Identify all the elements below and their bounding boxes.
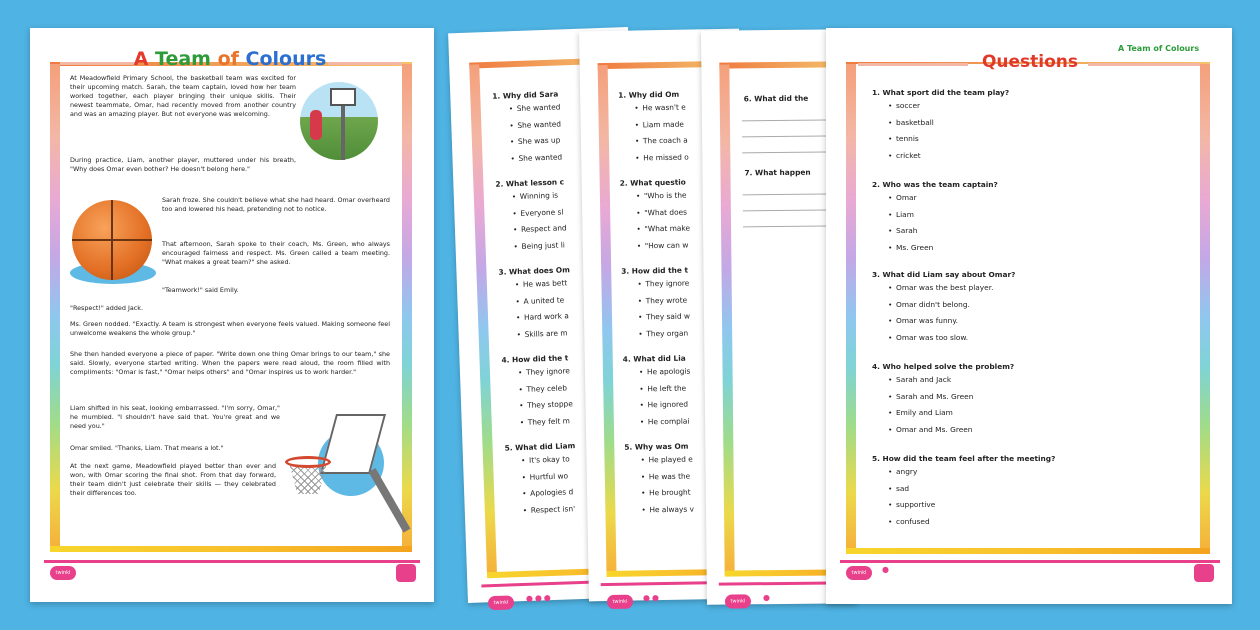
question-6: 6. What did the [743, 93, 809, 104]
answer-option: • They wrote [638, 294, 746, 305]
title-word: Colours [245, 48, 327, 70]
page-dots: ●●● [525, 593, 553, 603]
answer-option: • supportive [888, 500, 1192, 509]
answer-option: • Omar was the best player. [888, 283, 1192, 292]
story-paragraph: Omar smiled. "Thanks, Liam. That means a lot." [70, 444, 224, 452]
answer-option: • "Who is the [636, 190, 744, 201]
answer-option: • Liam made [635, 118, 743, 129]
question-3: 3. What did Liam say about Omar? • Omar was the best player. • Omar didn't belong. • Omar was funny. • Omar was too slow. [872, 270, 1192, 349]
answer-option: • Respect isn' [523, 501, 647, 514]
answer-option: • They said w [638, 311, 746, 322]
question-2: 2. What lesson c • Winning is • Everyone sl • Respect and • Being just li [495, 175, 638, 259]
answer-option: • Winning is [512, 188, 636, 201]
answer-option: • "How can w [637, 239, 745, 250]
answer-option: • She was up [510, 133, 634, 146]
page-dots: ●● [642, 593, 661, 603]
twinkl-logo: twinkl [488, 595, 514, 610]
answer-option: • cricket [888, 151, 1192, 160]
hoop-rim-icon [285, 456, 331, 468]
answer-option: • He brought [641, 487, 749, 498]
answer-option: • He apologis [639, 366, 747, 377]
answer-option: • Skills are m [516, 325, 640, 338]
answer-option: • Emily and Liam [888, 408, 1192, 417]
page-dots: ● [882, 565, 891, 574]
story-paragraph: She then handed everyone a piece of paper. "Write down one thing Omar brings to our team," she said. Slowly, everyone started writing. When the papers were read aloud, the room filled with compliments: "Omar is fast," "Omar helps others" and "Omar inspires us to work harder." [70, 350, 390, 376]
answer-option: • They stoppe [519, 397, 643, 410]
answer-option: • Omar was funny. [888, 316, 1192, 325]
question-7: 7. What happen [744, 167, 811, 178]
answer-option: • He left the [639, 382, 747, 393]
story-paragraph: During practice, Liam, another player, muttered under his breath, "Why does Omar even bother? He doesn't belong here." [70, 156, 296, 173]
answer-option: • Apologies d [522, 485, 646, 498]
answer-option: • It's okay to [521, 452, 645, 465]
answer-option: • tennis [888, 134, 1192, 143]
answer-option: • sad [888, 484, 1192, 493]
twinkl-logo: twinkl [725, 594, 751, 608]
answer-option: • basketball [888, 118, 1192, 127]
worksheet-corner-title: A Team of Colours [1118, 44, 1200, 53]
answer-option: • "What make [636, 223, 744, 234]
title-word: A [133, 48, 149, 70]
answer-option: • Liam [888, 210, 1192, 219]
answer-option: • They ignore [637, 278, 745, 289]
answer-option: • She wanted [509, 116, 633, 129]
title-word: of [217, 48, 239, 70]
story-paragraph: "Teamwork!" said Emily. [162, 286, 239, 294]
question-2: 2. Who was the team captain? • Omar • Liam • Sarah • Ms. Green [872, 180, 1192, 259]
answer-option: • Omar was too slow. [888, 333, 1192, 342]
answer-option: • He ignored [639, 399, 747, 410]
answer-option: • He complai [640, 415, 748, 426]
answer-option: • confused [888, 517, 1192, 526]
answer-option: • Sarah and Ms. Green [888, 392, 1192, 401]
answer-option: • Omar and Ms. Green [888, 425, 1192, 434]
answer-option: • He was bett [515, 276, 639, 289]
question-1: 1. Why did Sara • She wanted • She wanted • She was up • She wanted [492, 87, 635, 171]
basketball-player-illustration [300, 82, 378, 160]
answer-option: • She wanted [510, 149, 634, 162]
answer-option: • Omar [888, 193, 1192, 202]
answer-option: • They ignore [518, 364, 642, 377]
answer-option: • Everyone sl [512, 204, 636, 217]
answer-option: • Hurtful wo [521, 468, 645, 481]
page-title [80, 48, 380, 70]
question-4: 4. Who helped solve the problem? • Sarah and Jack • Sarah and Ms. Green • Emily and Liam • Omar and Ms. Green [872, 362, 1192, 441]
title-word: Team [155, 48, 211, 70]
answer-option: • angry [888, 467, 1192, 476]
question-5: 5. What did Liam • It's okay to • Hurtful wo • Apologies d • Respect isn' [504, 439, 647, 523]
crown-logo-icon [1194, 564, 1214, 582]
story-paragraph: Liam shifted in his seat, looking embarrassed. "I'm sorry, Omar," he mumbled. "I shouldn't have said that. You're great and we need you." [70, 404, 280, 430]
answer-option: • He missed o [635, 151, 743, 162]
story-paragraph: "Respect!" added Jack. [70, 304, 143, 312]
story-paragraph: Sarah froze. She couldn't believe what she had heard. Omar overheard too and lowered his head, pretending not to notice. [162, 196, 390, 213]
answer-option: • They celeb [518, 380, 642, 393]
twinkl-logo: twinkl [50, 566, 76, 580]
crown-logo-icon [396, 564, 416, 582]
answer-option: • Respect and [513, 221, 637, 234]
story-paragraph: Ms. Green nodded. "Exactly. A team is strongest when everyone feels valued. Making someone feel unwelcome weakens the whole group." [70, 320, 390, 337]
answer-option: • He was the [641, 470, 749, 481]
page-title: Questions [981, 52, 1079, 72]
answer-option: • Being just li [513, 237, 637, 250]
answer-option: • Ms. Green [888, 243, 1192, 252]
answer-option: • The coach a [635, 135, 743, 146]
answer-option: • A united te [515, 292, 639, 305]
answer-option: • Hard work a [516, 309, 640, 322]
question-4: 4. How did the t • They ignore • They celeb • They stoppe • They felt m [501, 351, 644, 435]
twinkl-logo: twinkl [607, 595, 633, 609]
question-5: 5. How did the team feel after the meeting? • angry • sad • supportive • confused [872, 454, 1192, 533]
page-dots: ● [762, 593, 772, 603]
answer-option: • He played e [640, 454, 748, 465]
answer-option: • "What does [636, 206, 744, 217]
answer-option: • Omar didn't belong. [888, 300, 1192, 309]
question-2: 2. What questio • "Who is the • "What does • "What make • "How can w [620, 177, 745, 258]
answer-option: • Sarah [888, 226, 1192, 235]
question-4: 4. What did Lia • He apologis • He left the • He ignored • He complai [623, 353, 748, 434]
question-1: 1. What sport did the team play? • soccer • basketball • tennis • cricket [872, 88, 1192, 167]
story-paragraph: At Meadowfield Primary School, the basketball team was excited for their upcoming match. Sarah, the team captain, loved how her team worked together, each player bringing their unique skills. Their newest teammate, Omar, had recently moved from another country and was an amazing player. But not everyone was welcoming. [70, 74, 296, 118]
answer-option: • Sarah and Jack [888, 375, 1192, 384]
question-5: 5. Why was Om • He played e • He was the • He brought • He always v [624, 441, 749, 522]
answer-option: • soccer [888, 101, 1192, 110]
question-3: 3. How did the t • They ignore • They wrote • They said w • They organ [621, 265, 746, 346]
answer-option: • He wasn't e [634, 102, 742, 113]
story-paragraph: That afternoon, Sarah spoke to their coach, Ms. Green, who always encouraged fairness and respect. Ms. Green called a team meeting. "What makes a great team?" she asked. [162, 240, 390, 266]
twinkl-logo: twinkl [846, 566, 872, 580]
story-paragraph: At the next game, Meadowfield played better than ever and won, with Omar scoring the final shot. From that day forward, their team didn't just celebrate their skills — they celebrated their differences too. [70, 462, 276, 497]
answer-option: • They felt m [520, 413, 644, 426]
question-1: 1. Why did Om • He wasn't e • Liam made • The coach a • He missed o [618, 89, 743, 170]
answer-option: • She wanted [509, 100, 633, 113]
answer-option: • He always v [641, 503, 749, 514]
answer-option: • They organ [638, 327, 746, 338]
question-3: 3. What does Om • He was bett • A united te • Hard work a • Skills are m [498, 263, 641, 347]
